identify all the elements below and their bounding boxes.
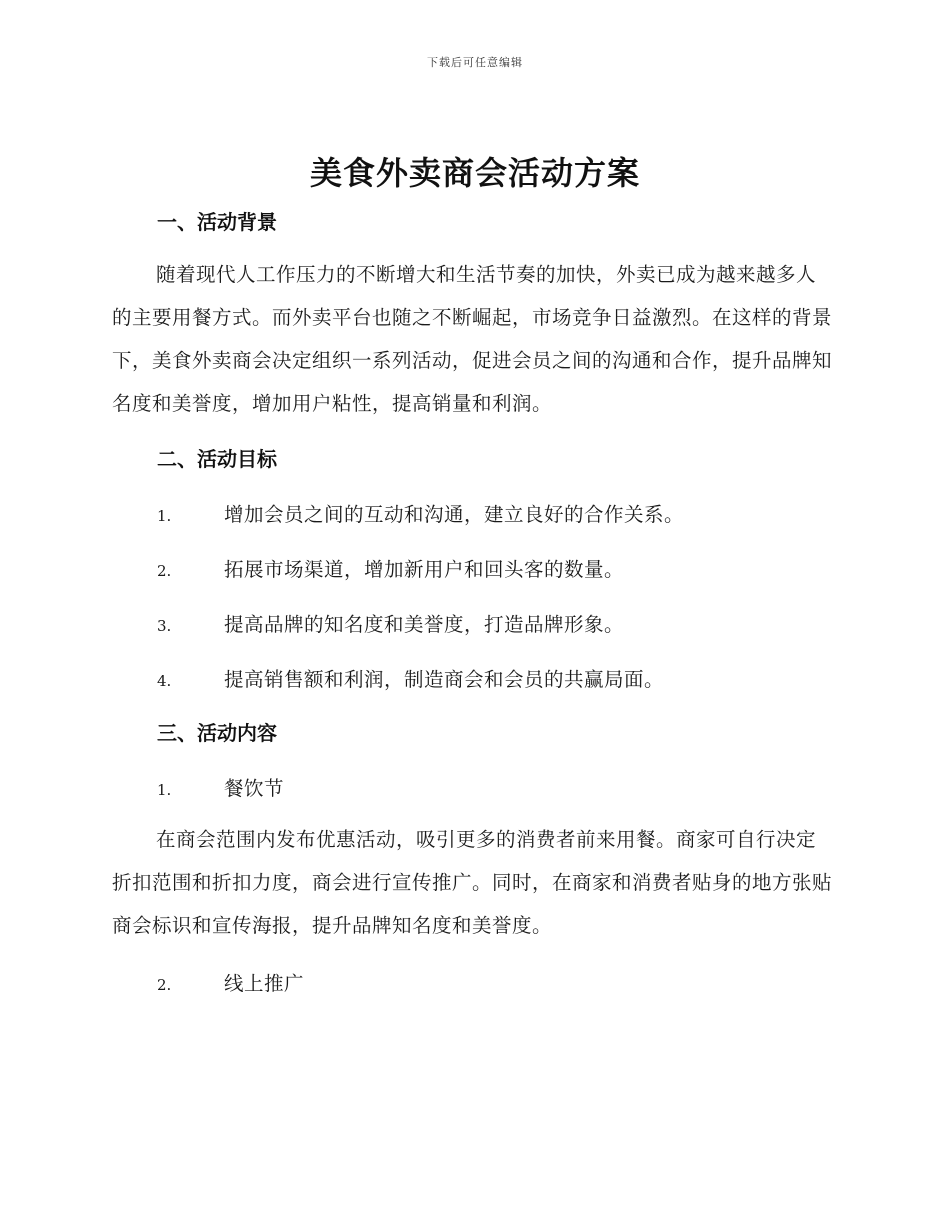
list-number: 1. (157, 781, 172, 799)
goal-item (157, 664, 837, 692)
section-heading-goals: 二、活动目标 (157, 447, 277, 471)
section-heading-background: 一、活动背景 (157, 210, 277, 234)
goal-item (157, 499, 837, 527)
goal-item (157, 609, 837, 637)
goal-item (157, 554, 837, 582)
content-item (157, 773, 837, 801)
list-text: 拓展市场渠道，增加新用户和回头客的数量。 (224, 558, 625, 581)
list-text: 增加会员之间的互动和沟通，建立良好的合作关系。 (224, 503, 685, 526)
list-text: 餐饮节 (224, 777, 285, 800)
list-number: 2. (157, 562, 172, 580)
content-paragraph: 在商会范围内发布优惠活动，吸引更多的消费者前来用餐。商家可自行决定折扣范围和折扣力度，商会进行宣传推广。同时，在商家和消费者贴身的地方张贴商会标识和宣传海报，提升品牌知名度和美誉度。 (112, 828, 833, 937)
list-number: 1. (157, 507, 172, 525)
list-text: 提高品牌的知名度和美誉度，打造品牌形象。 (224, 613, 625, 636)
list-number: 2. (157, 976, 172, 994)
content-item (157, 968, 837, 996)
list-number: 3. (157, 617, 172, 635)
list-number: 4. (157, 672, 172, 690)
list-text: 线上推广 (224, 972, 305, 995)
section-heading-content: 三、活动内容 (157, 721, 277, 745)
document-title: 美食外卖商会活动方案 (309, 154, 640, 192)
background-paragraph: 随着现代人工作压力的不断增大和生活节奏的加快，外卖已成为越来越多人的主要用餐方式。而外卖平台也随之不断崛起，市场竞争日益激烈。在这样的背景下，美食外卖商会决定组织一系列活动，促进会员之间的沟通和合作，提升品牌知名度和美誉度，增加用户粘性，提高销量和利润。 (112, 263, 833, 415)
header-note: 下载后可任意编辑 (427, 56, 523, 69)
list-text: 提高销售额和利润，制造商会和会员的共赢局面。 (224, 668, 665, 691)
